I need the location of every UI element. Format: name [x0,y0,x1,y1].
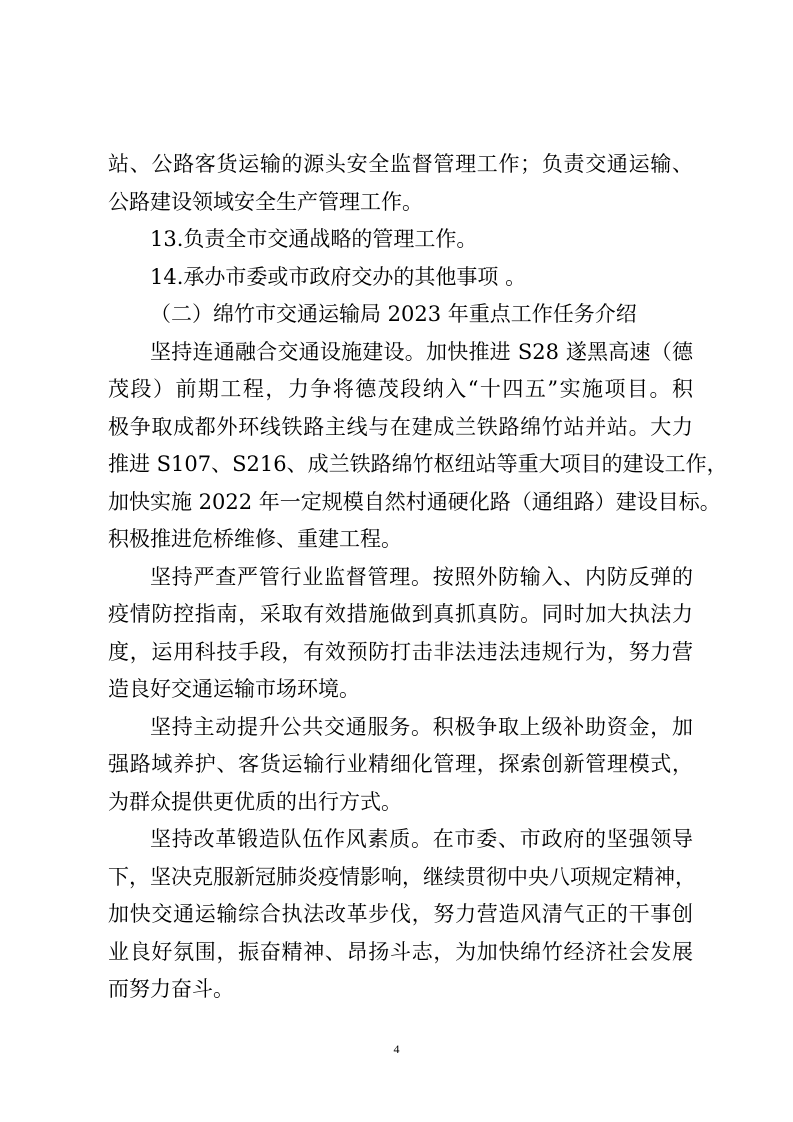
text-line: 茂段）前期工程，力争将德茂段纳入“十四五”实施项目。积 [108,377,693,401]
text-line: 下，坚决克服新冠肺炎疫情影响，继续贯彻中央八项规定精神， [108,864,696,889]
text-line: 推进 S107、S216、成兰铁路绵竹枢纽站等重大项目的建设工作， [108,452,728,476]
body-text [108,146,728,1009]
text-line: 坚持改革锻造队伍作风素质。在市委、市政府的坚强领导 [150,827,693,851]
text-line: 坚持主动提升公共交通服务。积极争取上级补助资金，加 [150,714,693,739]
text-line: 疫情防控指南，采取有效措施做到真抓真防。同时加大执法力 [108,602,693,626]
text-line: 度，运用科技手段，有效预防打击非法违法违规行为，努力营 [108,639,693,664]
text-line: 极争取成都外环线铁路主线与在建成兰铁路绵竹站并站。大力 [108,414,693,439]
text-line: 13.负责全市交通战略的管理工作。 [150,227,478,251]
text-line: （二）绵竹市交通运输局 2023 年重点工作任务介绍 [150,302,637,326]
text-line: 14.承办市委或市政府交办的其他事项 。 [150,264,527,289]
page-number: 4 [393,1042,400,1056]
text-line: 而努力奋斗。 [108,977,234,1001]
text-line: 加快实施 2022 年一定规模自然村通硬化路（通组路）建设目标。 [108,489,721,514]
text-line: 强路域养护、客货运输行业精细化管理，探索创新管理模式， [108,752,693,776]
text-line: 站、公路客货运输的源头安全监督管理工作；负责交通运输、 [108,152,693,176]
text-line: 业良好氛围，振奋精神、昂扬斗志，为加快绵竹经济社会发展 [108,939,693,964]
text-line: 坚持连通融合交通设施建设。加快推进 S28 遂黑高速（德 [150,339,693,364]
text-line: 坚持严查严管行业监督管理。按照外防输入、内防反弹的 [150,564,693,589]
text-line: 造良好交通运输市场环境。 [108,677,360,701]
text-line: 公路建设领域安全生产管理工作。 [108,189,423,214]
text-line: 为群众提供更优质的出行方式。 [108,789,402,814]
text-line: 加快交通运输综合执法改革步伐，努力营造风清气正的干事创 [108,902,693,926]
text-line: 积极推进危桥维修、重建工程。 [108,527,402,551]
